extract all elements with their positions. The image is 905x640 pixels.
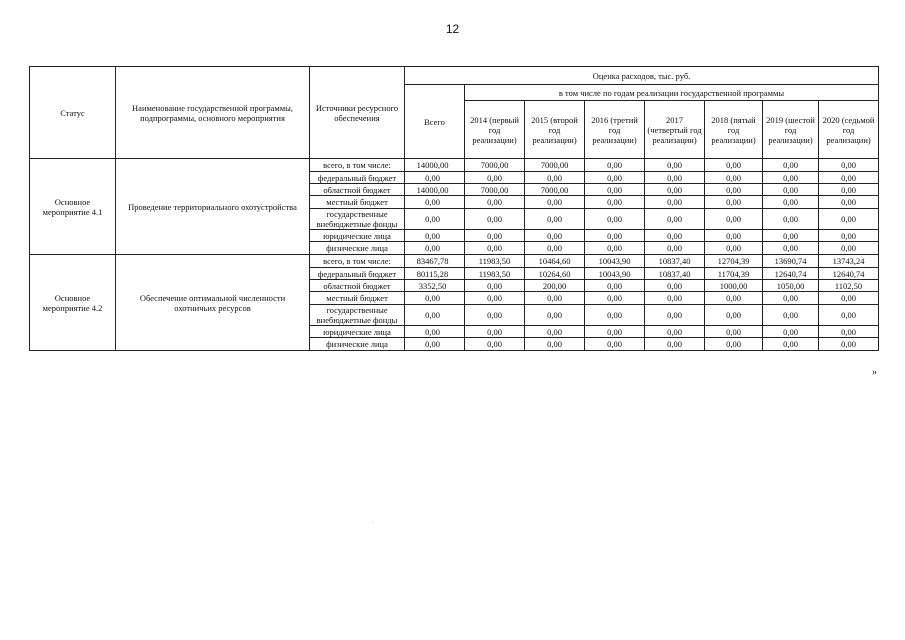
year-value-cell: 0,00 <box>465 172 525 184</box>
continuation-mark: » <box>872 367 877 378</box>
total-value-cell: 0,00 <box>405 172 465 184</box>
year-value-cell: 10043,90 <box>585 255 645 268</box>
total-value-cell: 14000,00 <box>405 159 465 172</box>
scan-speck: · <box>372 520 374 526</box>
year-value-cell: 1000,00 <box>705 280 763 292</box>
total-value-cell: 0,00 <box>405 326 465 338</box>
year-value-cell: 0,00 <box>705 196 763 209</box>
header-year: 2017 (четвертый год реализации) <box>645 101 705 159</box>
year-value-cell: 10043,90 <box>585 268 645 280</box>
year-value-cell: 12640,74 <box>763 268 819 280</box>
year-value-cell: 0,00 <box>585 280 645 292</box>
year-value-cell: 0,00 <box>705 159 763 172</box>
year-value-cell: 0,00 <box>819 305 879 326</box>
year-value-cell: 0,00 <box>763 230 819 242</box>
year-value-cell: 0,00 <box>705 209 763 230</box>
year-value-cell: 0,00 <box>645 242 705 255</box>
year-value-cell: 0,00 <box>819 184 879 196</box>
source-cell: федеральный бюджет <box>310 172 405 184</box>
year-value-cell: 0,00 <box>465 242 525 255</box>
source-cell: всего, в том числе: <box>310 255 405 268</box>
year-value-cell: 0,00 <box>763 184 819 196</box>
source-cell: областной бюджет <box>310 184 405 196</box>
total-value-cell: 80115,28 <box>405 268 465 280</box>
year-value-cell: 0,00 <box>525 230 585 242</box>
year-value-cell: 13743,24 <box>819 255 879 268</box>
year-value-cell: 0,00 <box>705 326 763 338</box>
year-value-cell: 0,00 <box>763 338 819 351</box>
total-value-cell: 0,00 <box>405 242 465 255</box>
year-value-cell: 0,00 <box>763 209 819 230</box>
year-value-cell: 0,00 <box>465 292 525 305</box>
year-value-cell: 0,00 <box>705 184 763 196</box>
year-value-cell: 0,00 <box>819 196 879 209</box>
year-value-cell: 0,00 <box>465 280 525 292</box>
year-value-cell: 0,00 <box>705 242 763 255</box>
activity-name-cell: Обеспечение оптимальной численности охотничьих ресурсов <box>116 255 310 351</box>
year-value-cell: 0,00 <box>525 196 585 209</box>
page-number: 12 <box>445 22 460 36</box>
year-value-cell: 0,00 <box>585 209 645 230</box>
year-value-cell: 0,00 <box>645 184 705 196</box>
year-value-cell: 0,00 <box>585 326 645 338</box>
total-value-cell: 3352,50 <box>405 280 465 292</box>
source-cell: местный бюджет <box>310 196 405 209</box>
year-value-cell: 0,00 <box>819 172 879 184</box>
header-sources: Источники ресурсного обеспечения <box>310 67 405 159</box>
year-value-cell: 0,00 <box>465 338 525 351</box>
year-value-cell: 0,00 <box>705 338 763 351</box>
year-value-cell: 10264,60 <box>525 268 585 280</box>
header-by-year: в том числе по годам реализации государственной программы <box>465 85 879 101</box>
year-value-cell: 10837,40 <box>645 268 705 280</box>
header-year: 2019 (шестой год реализации) <box>763 101 819 159</box>
year-value-cell: 0,00 <box>645 338 705 351</box>
source-cell: физические лица <box>310 242 405 255</box>
total-value-cell: 0,00 <box>405 230 465 242</box>
year-value-cell: 0,00 <box>585 292 645 305</box>
header-estimate: Оценка расходов, тыс. руб. <box>405 67 879 85</box>
year-value-cell: 0,00 <box>645 196 705 209</box>
header-status: Статус <box>30 67 116 159</box>
year-value-cell: 0,00 <box>645 209 705 230</box>
year-value-cell: 11983,50 <box>465 268 525 280</box>
year-value-cell: 0,00 <box>763 305 819 326</box>
header-year: 2014 (первый год реализации) <box>465 101 525 159</box>
year-value-cell: 0,00 <box>645 159 705 172</box>
year-value-cell: 0,00 <box>645 280 705 292</box>
year-value-cell: 0,00 <box>763 172 819 184</box>
source-cell: юридические лица <box>310 230 405 242</box>
source-cell: областной бюджет <box>310 280 405 292</box>
total-value-cell: 0,00 <box>405 196 465 209</box>
source-cell: федеральный бюджет <box>310 268 405 280</box>
year-value-cell: 0,00 <box>465 209 525 230</box>
total-value-cell: 0,00 <box>405 292 465 305</box>
year-value-cell: 0,00 <box>763 292 819 305</box>
year-value-cell: 1050,00 <box>763 280 819 292</box>
year-value-cell: 0,00 <box>465 230 525 242</box>
year-value-cell: 0,00 <box>819 338 879 351</box>
year-value-cell: 7000,00 <box>465 159 525 172</box>
year-value-cell: 0,00 <box>585 184 645 196</box>
year-value-cell: 0,00 <box>819 326 879 338</box>
year-value-cell: 0,00 <box>585 305 645 326</box>
header-name: Наименование государственной программы, подпрограммы, основного мероприятия <box>116 67 310 159</box>
header-year: 2015 (второй год реализации) <box>525 101 585 159</box>
year-value-cell: 0,00 <box>585 230 645 242</box>
year-value-cell: 0,00 <box>465 305 525 326</box>
header-year: 2018 (пятый год реализации) <box>705 101 763 159</box>
source-cell: государственные внебюджетные фонды <box>310 209 405 230</box>
year-value-cell: 0,00 <box>585 172 645 184</box>
year-value-cell: 12704,39 <box>705 255 763 268</box>
year-value-cell: 0,00 <box>645 172 705 184</box>
table-body <box>30 159 879 351</box>
year-value-cell: 0,00 <box>525 292 585 305</box>
year-value-cell: 0,00 <box>585 338 645 351</box>
year-value-cell: 0,00 <box>705 292 763 305</box>
year-value-cell: 0,00 <box>705 172 763 184</box>
year-value-cell: 0,00 <box>763 196 819 209</box>
year-value-cell: 10464,60 <box>525 255 585 268</box>
year-value-cell: 0,00 <box>705 305 763 326</box>
year-value-cell: 0,00 <box>645 326 705 338</box>
total-value-cell: 14000,00 <box>405 184 465 196</box>
year-value-cell: 0,00 <box>465 326 525 338</box>
year-value-cell: 0,00 <box>705 230 763 242</box>
year-value-cell: 11983,50 <box>465 255 525 268</box>
year-value-cell: 0,00 <box>645 292 705 305</box>
year-value-cell: 12640,74 <box>819 268 879 280</box>
year-value-cell: 0,00 <box>763 242 819 255</box>
year-value-cell: 0,00 <box>585 242 645 255</box>
status-cell: Основное мероприятие 4.1 <box>30 159 116 255</box>
year-value-cell: 0,00 <box>819 159 879 172</box>
year-value-cell: 13690,74 <box>763 255 819 268</box>
total-value-cell: 0,00 <box>405 338 465 351</box>
expense-table <box>29 66 879 351</box>
source-cell: местный бюджет <box>310 292 405 305</box>
header-total: Всего <box>405 85 465 159</box>
year-value-cell: 200,00 <box>525 280 585 292</box>
year-value-cell: 0,00 <box>645 305 705 326</box>
header-year: 2020 (седьмой год реализации) <box>819 101 879 159</box>
activity-name-cell: Проведение территориального охотустройства <box>116 159 310 255</box>
year-value-cell: 0,00 <box>819 242 879 255</box>
year-value-cell: 0,00 <box>819 292 879 305</box>
table-row <box>30 159 879 172</box>
source-cell: физические лица <box>310 338 405 351</box>
year-value-cell: 11704,39 <box>705 268 763 280</box>
year-value-cell: 0,00 <box>763 326 819 338</box>
total-value-cell: 83467,78 <box>405 255 465 268</box>
year-value-cell: 0,00 <box>525 338 585 351</box>
status-cell: Основное мероприятие 4.2 <box>30 255 116 351</box>
year-value-cell: 7000,00 <box>525 184 585 196</box>
year-value-cell: 7000,00 <box>525 159 585 172</box>
year-value-cell: 0,00 <box>525 326 585 338</box>
year-value-cell: 0,00 <box>645 230 705 242</box>
year-value-cell: 0,00 <box>525 242 585 255</box>
source-cell: юридические лица <box>310 326 405 338</box>
year-value-cell: 0,00 <box>465 196 525 209</box>
year-value-cell: 10837,40 <box>645 255 705 268</box>
total-value-cell: 0,00 <box>405 305 465 326</box>
table-row <box>30 255 879 268</box>
total-value-cell: 0,00 <box>405 209 465 230</box>
year-value-cell: 0,00 <box>819 209 879 230</box>
year-value-cell: 1102,50 <box>819 280 879 292</box>
year-value-cell: 7000,00 <box>465 184 525 196</box>
header-year: 2016 (третий год реализации) <box>585 101 645 159</box>
year-value-cell: 0,00 <box>525 305 585 326</box>
year-value-cell: 0,00 <box>525 209 585 230</box>
source-cell: всего, в том числе: <box>310 159 405 172</box>
year-value-cell: 0,00 <box>585 196 645 209</box>
year-value-cell: 0,00 <box>819 230 879 242</box>
source-cell: государственные внебюджетные фонды <box>310 305 405 326</box>
year-value-cell: 0,00 <box>763 159 819 172</box>
year-value-cell: 0,00 <box>585 159 645 172</box>
year-value-cell: 0,00 <box>525 172 585 184</box>
